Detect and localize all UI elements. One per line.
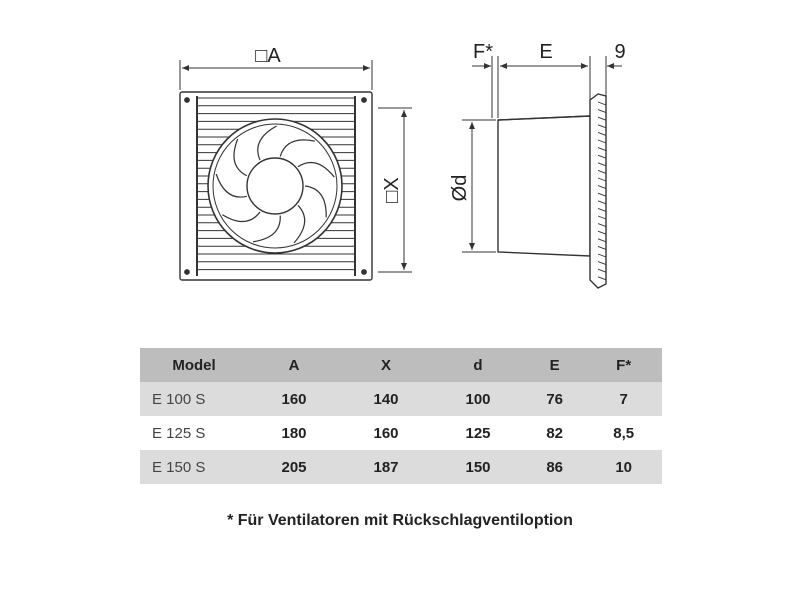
dimensions-table bbox=[140, 348, 662, 484]
front-flange bbox=[590, 94, 606, 288]
cell-e: 86 bbox=[524, 450, 585, 484]
fan-hub bbox=[247, 158, 303, 214]
cell-a: 160 bbox=[248, 382, 340, 416]
cell-f: 8,5 bbox=[613, 424, 635, 442]
grille-thickness-label: 9 bbox=[614, 41, 626, 63]
cell-model: E 150 S bbox=[140, 450, 248, 484]
cell-model: E 125 S bbox=[152, 424, 206, 442]
diameter-label: Ød bbox=[449, 174, 471, 202]
cell-d: 125 bbox=[465, 424, 491, 442]
cell-e: 82 bbox=[546, 424, 563, 442]
front-view bbox=[180, 60, 412, 280]
table-row bbox=[140, 382, 662, 416]
side-view bbox=[462, 56, 622, 288]
cell-e: 76 bbox=[524, 382, 585, 416]
header-d: d bbox=[432, 348, 524, 382]
duct-body bbox=[498, 116, 590, 256]
cell-d: 100 bbox=[432, 382, 524, 416]
cell-x: 187 bbox=[340, 450, 432, 484]
width-label: □A bbox=[255, 45, 281, 67]
table-row bbox=[140, 416, 662, 450]
header-x: X bbox=[340, 348, 432, 382]
cell-a: 205 bbox=[248, 450, 340, 484]
slat-border-right bbox=[354, 96, 356, 276]
cell-a: 180 bbox=[281, 424, 307, 442]
screw-top-right bbox=[362, 98, 366, 102]
table-header-row bbox=[140, 348, 662, 382]
header-model: Model bbox=[140, 348, 248, 382]
cell-model: E 100 S bbox=[140, 382, 248, 416]
slat-border-left bbox=[196, 96, 198, 276]
screw-bottom-left bbox=[185, 270, 189, 274]
depth-label: E bbox=[539, 41, 553, 63]
cell-f: 7 bbox=[585, 382, 662, 416]
screw-top-left bbox=[185, 98, 189, 102]
header-e: E bbox=[524, 348, 585, 382]
cell-f: 10 bbox=[585, 450, 662, 484]
height-label: □X bbox=[381, 177, 403, 203]
cell-x: 140 bbox=[340, 382, 432, 416]
table-row bbox=[140, 450, 662, 484]
footnote: * Für Ventilatoren mit Rückschlagventiloption bbox=[227, 512, 573, 529]
header-a: A bbox=[248, 348, 340, 382]
header-f: F* bbox=[585, 348, 662, 382]
flange-label: F* bbox=[473, 41, 493, 63]
screw-bottom-right bbox=[362, 270, 366, 274]
cell-x: 160 bbox=[373, 424, 399, 442]
cell-d: 150 bbox=[432, 450, 524, 484]
